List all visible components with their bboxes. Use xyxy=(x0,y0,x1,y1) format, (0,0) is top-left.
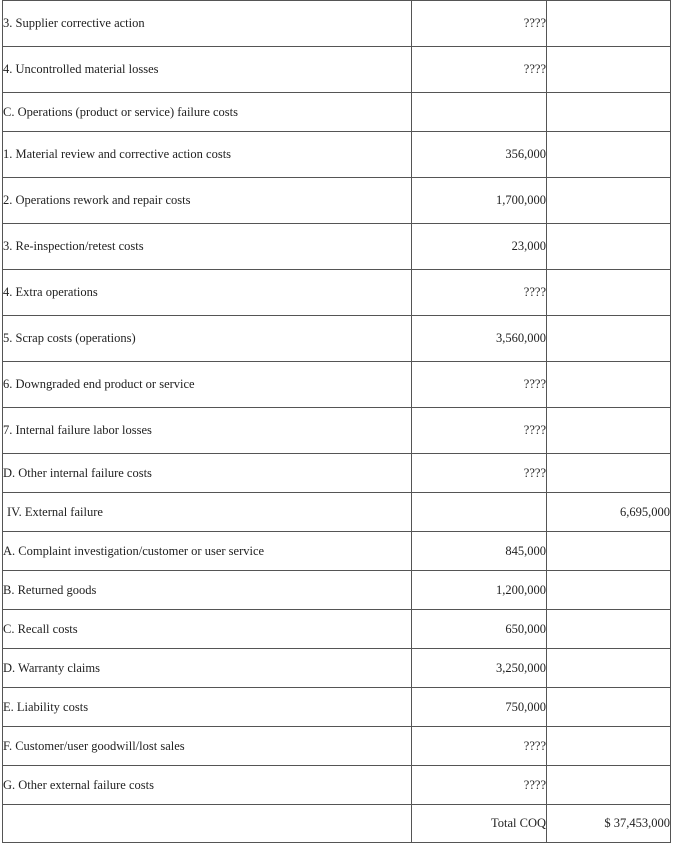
total-coq-value: $ 37,453,000 xyxy=(547,805,671,843)
row-total xyxy=(547,766,671,805)
table-row xyxy=(3,727,671,766)
total-coq-label: Total COQ xyxy=(412,805,547,843)
row-total: 6,695,000 xyxy=(547,493,671,532)
table-row xyxy=(3,571,671,610)
table-row xyxy=(3,408,671,454)
row-label: 7. Internal failure labor losses xyxy=(3,408,412,454)
row-label: B. Returned goods xyxy=(3,571,412,610)
row-amount: ???? xyxy=(412,727,547,766)
row-label: A. Complaint investigation/customer or user service xyxy=(3,532,412,571)
row-total xyxy=(547,224,671,270)
table-row xyxy=(3,493,671,532)
row-label: F. Customer/user goodwill/lost sales xyxy=(3,727,412,766)
row-amount: ???? xyxy=(412,270,547,316)
row-amount: 23,000 xyxy=(412,224,547,270)
table-row xyxy=(3,688,671,727)
row-total xyxy=(547,1,671,47)
table-row xyxy=(3,610,671,649)
row-total xyxy=(547,688,671,727)
row-total xyxy=(547,178,671,224)
row-total xyxy=(547,362,671,408)
row-label: D. Other internal failure costs xyxy=(3,454,412,493)
table-row xyxy=(3,93,671,132)
table-row xyxy=(3,454,671,493)
row-label: 5. Scrap costs (operations) xyxy=(3,316,412,362)
row-total xyxy=(547,270,671,316)
row-label: IV. External failure xyxy=(3,493,412,532)
table-row xyxy=(3,1,671,47)
row-amount xyxy=(412,493,547,532)
row-label: 3. Re-inspection/retest costs xyxy=(3,224,412,270)
row-amount: 650,000 xyxy=(412,610,547,649)
table-row xyxy=(3,132,671,178)
row-amount: ???? xyxy=(412,1,547,47)
row-label: 4. Extra operations xyxy=(3,270,412,316)
row-label: D. Warranty claims xyxy=(3,649,412,688)
row-amount: 356,000 xyxy=(412,132,547,178)
row-total xyxy=(547,132,671,178)
row-label: 6. Downgraded end product or service xyxy=(3,362,412,408)
row-amount: ???? xyxy=(412,454,547,493)
row-label: C. Recall costs xyxy=(3,610,412,649)
table-row xyxy=(3,649,671,688)
row-label: E. Liability costs xyxy=(3,688,412,727)
row-total xyxy=(547,727,671,766)
row-amount: 845,000 xyxy=(412,532,547,571)
table-row xyxy=(3,224,671,270)
row-amount xyxy=(412,93,547,132)
row-amount: ???? xyxy=(412,362,547,408)
row-label: 2. Operations rework and repair costs xyxy=(3,178,412,224)
row-amount: 750,000 xyxy=(412,688,547,727)
row-label xyxy=(3,805,412,843)
total-row xyxy=(3,805,671,843)
row-label: C. Operations (product or service) failure costs xyxy=(3,93,412,132)
row-label: 4. Uncontrolled material losses xyxy=(3,47,412,93)
row-amount: 3,250,000 xyxy=(412,649,547,688)
row-total xyxy=(547,571,671,610)
coq-table xyxy=(2,0,671,843)
row-total xyxy=(547,408,671,454)
table-row xyxy=(3,47,671,93)
row-amount: ???? xyxy=(412,408,547,454)
table-row xyxy=(3,316,671,362)
table-row xyxy=(3,766,671,805)
row-label: G. Other external failure costs xyxy=(3,766,412,805)
row-amount: 3,560,000 xyxy=(412,316,547,362)
table-row xyxy=(3,362,671,408)
row-label: 1. Material review and corrective action costs xyxy=(3,132,412,178)
row-total xyxy=(547,649,671,688)
row-total xyxy=(547,532,671,571)
row-total xyxy=(547,93,671,132)
row-label: 3. Supplier corrective action xyxy=(3,1,412,47)
row-total xyxy=(547,454,671,493)
table-row xyxy=(3,178,671,224)
row-total xyxy=(547,47,671,93)
table-row xyxy=(3,270,671,316)
row-amount: 1,700,000 xyxy=(412,178,547,224)
row-amount: 1,200,000 xyxy=(412,571,547,610)
row-total xyxy=(547,316,671,362)
row-amount: ???? xyxy=(412,766,547,805)
table-row xyxy=(3,532,671,571)
row-total xyxy=(547,610,671,649)
row-amount: ???? xyxy=(412,47,547,93)
